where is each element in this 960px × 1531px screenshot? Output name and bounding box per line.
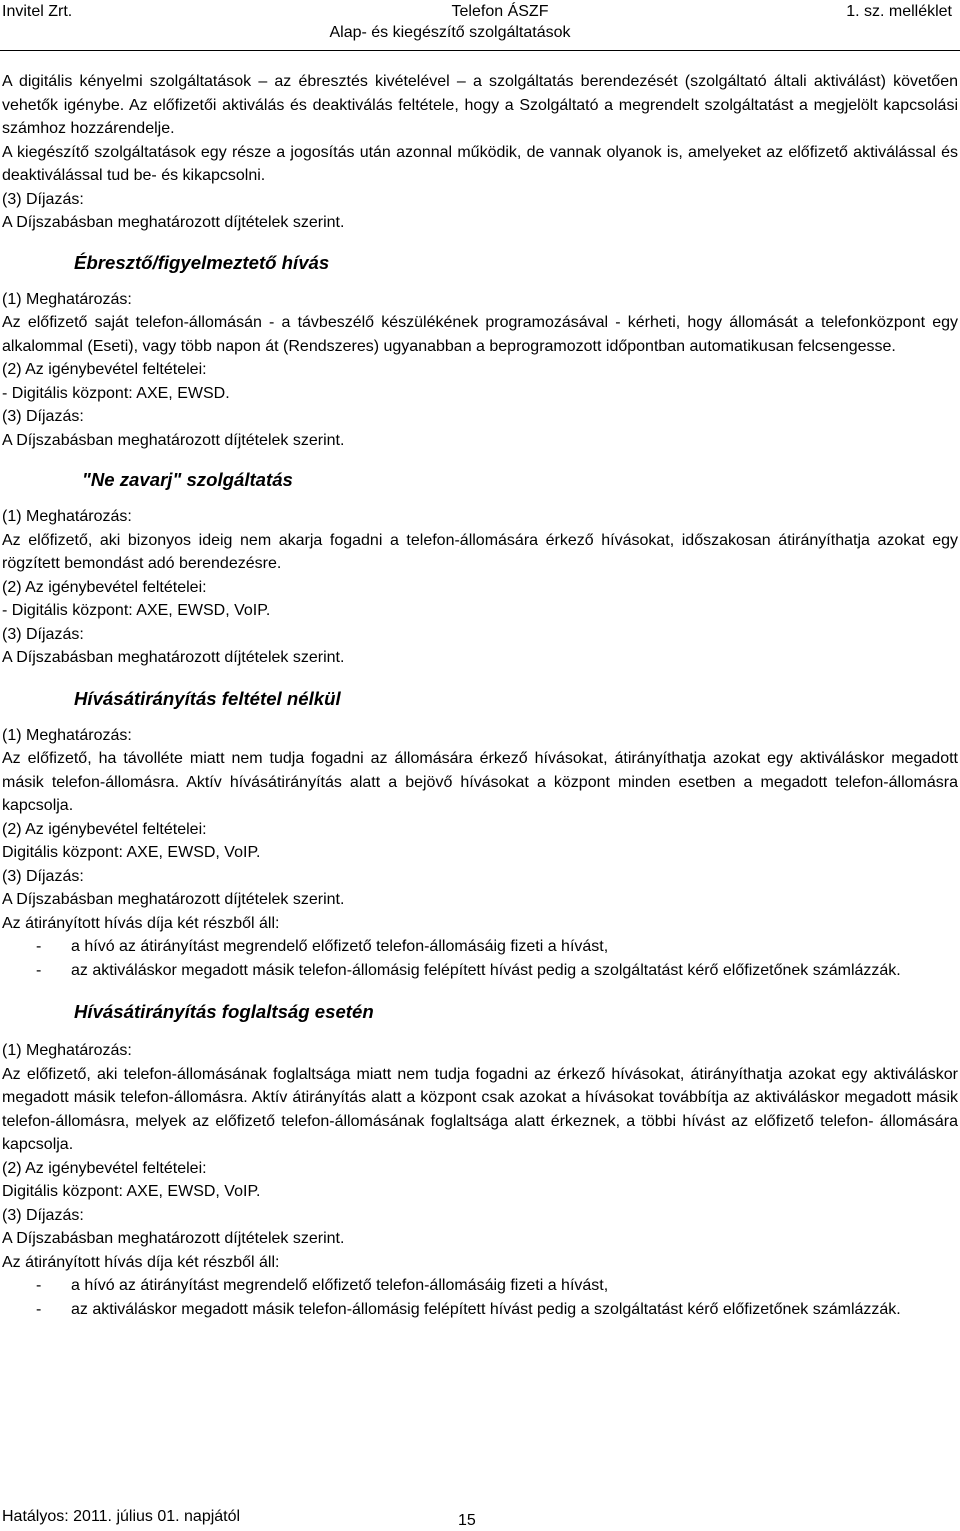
page-header [0,0,960,51]
intro-paragraph-1: A digitális kényelmi szolgáltatások – az ébresztés kivételével – a szolgáltatás berendezését (szolgáltató általi aktiválást) követően vehetők igénybe. Az előfizetői aktiválás és deaktiválás feltétele, hogy a Szolgáltató a megrendelt szolgáltatást a megjelölt kapcsolási számhoz hozzárendelje. [2,73,958,137]
list-item: - az aktiváláskor megadott másik telefon-állomásig felépített hívást pedig a szolgáltatást kérő előfizetőnek számlázzák. [36,961,901,979]
sec4-fee-label: (3) Díjazás: [2,1206,84,1224]
header-doc-subtitle: Alap- és kiegészítő szolgáltatások [329,24,571,41]
sec4-def-text: Az előfizető, aki telefon-állomásának foglaltsága miatt nem tudja fogadni az érkező hívásokat, átirányíthatja azokat egy aktiváláskor megadott másik telefon-állomásra. Aktív átirányítás alatt a központ csak azokat a hívásokat továbbítja az aktiváláskor megadott másik telefon-állomásra, melyek az előfizető telefon-állomásának foglaltsága alatt érkeznek, a többi hívást az előfizető telefon- állomására kapcsolja. [2,1065,958,1153]
section-title-forward-busy: Hívásátirányítás foglaltság esetén [74,1001,374,1022]
sec4-fee-text: A Díjszabásban meghatározott díjtételek szerint. [2,1230,345,1247]
sec3-cond-text: Digitális központ: AXE, EWSD, VoIP. [2,844,261,861]
sec3-cond-label: (2) Az igénybevétel feltételei: [2,820,207,838]
sec1-cond-label: (2) Az igénybevétel feltételei: [2,361,207,378]
footer-effective-date: Hatályos: 2011. július 01. napjától [2,1508,241,1525]
list-item: - a hívó az átirányítást megrendelő előfizető telefon-állomásáig fizeti a hívást, [36,938,609,955]
sec2-fee-label: (3) Díjazás: [2,625,84,643]
document-body [2,70,958,1321]
sec4-def-label: (1) Meghatározás: [2,1042,132,1059]
sec4-fee-extra: Az átirányított hívás díja két részből áll: [2,1253,280,1271]
section-title-do-not-disturb: "Ne zavarj" szolgáltatás [82,469,293,490]
list-item: - az aktiváláskor megadott másik telefon-állomásig felépített hívást pedig a szolgáltatást kérő előfizetőnek számlázzák. [36,1300,901,1318]
header-doc-title: Telefon ÁSZF [451,3,549,20]
section-title-forward-unconditional: Hívásátirányítás feltétel nélkül [74,687,341,709]
sec3-fee-list [2,935,958,982]
sec3-fee-text: A Díjszabásban meghatározott díjtételek szerint. [2,891,345,908]
sec1-def-text: Az előfizető saját telefon-állomásán - a távbeszélő készülékének programozásával - kérheti, hogy állomását a telefonközpont egy alkalommal (Eseti), vagy több napon át (Rendszeres) ugyanabban a beprogramozott időpontban automatikusan felcsengesse. [2,314,958,355]
sec2-cond-text: - Digitális központ: AXE, EWSD, VoIP. [2,602,271,619]
intro-fee-label: (3) Díjazás: [2,190,84,208]
header-company: Invitel Zrt. [2,3,73,20]
sec3-def-text: Az előfizető, ha távolléte miatt nem tudja fogadni az állomására érkező hívásokat, átirányíthatja azokat egy aktiváláskor megadott másik telefon-állomásra. Aktív hívásátirányítás alatt a bejövő hívásokat a központ minden esetben a megadott telefon-állomásra kapcsolja. [2,750,958,814]
intro-paragraph-2: A kiegészítő szolgáltatások egy része a jogosítás után azonnal működik, de vannak olyanok is, amelyeket az előfizető aktiválással és deaktiválással tud be- és kikapcsolni. [2,143,958,184]
list-item: - a hívó az átirányítást megrendelő előfizető telefon-állomásáig fizeti a hívást, [36,1277,609,1294]
section-title-wakeup: Ébresztő/figyelmeztető hívás [74,251,330,273]
sec1-fee-text: A Díjszabásban meghatározott díjtételek szerint. [2,431,345,449]
sec2-fee-text: A Díjszabásban meghatározott díjtételek szerint. [2,649,345,666]
sec2-def-label: (1) Meghatározás: [2,508,132,525]
sec3-fee-extra: Az átirányított hívás díja két részből áll: [2,914,280,932]
sec3-fee-label: (3) Díjazás: [2,867,84,885]
sec4-cond-text: Digitális központ: AXE, EWSD, VoIP. [2,1183,261,1200]
sec3-def-label: (1) Meghatározás: [2,726,132,744]
sec1-fee-label: (3) Díjazás: [2,408,84,425]
sec2-cond-label: (2) Az igénybevétel feltételei: [2,578,207,596]
sec2-def-text: Az előfizető, aki bizonyos ideig nem akarja fogadni a telefon-állomására érkező hívásokat, időszakosan átirányíthatja azokat egy rögzített bemondást adó berendezésre. [2,531,958,572]
intro-fee-text: A Díjszabásban meghatározott díjtételek szerint. [2,214,345,231]
sec4-cond-label: (2) Az igénybevétel feltételei: [2,1159,207,1177]
sec1-cond-text: - Digitális központ: AXE, EWSD. [2,384,230,402]
header-annex: 1. sz. melléklet [846,3,952,20]
sec4-fee-list [2,1274,958,1321]
sec1-def-label: (1) Meghatározás: [2,290,132,308]
page-number: 15 [458,1512,476,1529]
